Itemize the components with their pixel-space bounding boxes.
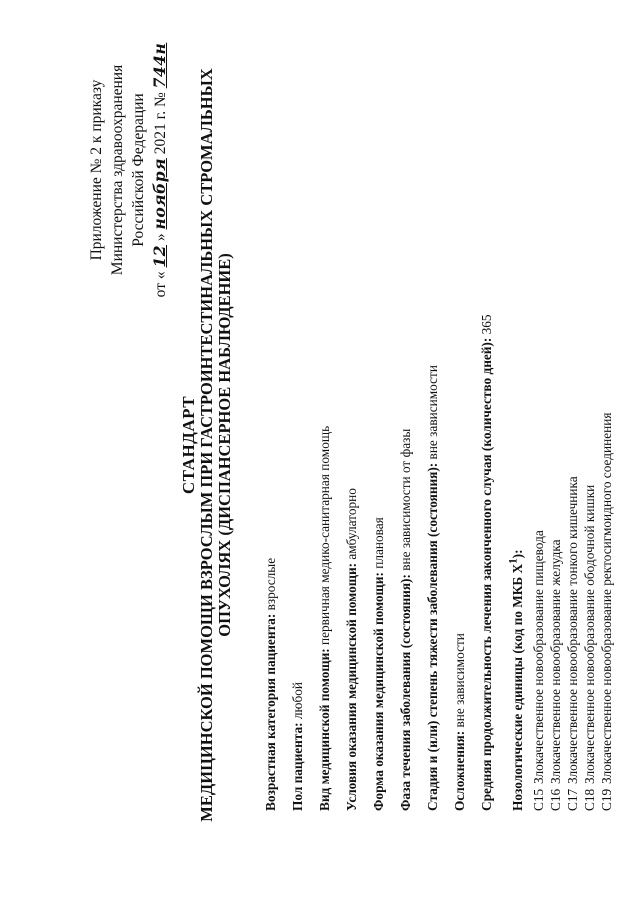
diagnosis-name: Злокачественное новообразование пищевода <box>531 530 546 784</box>
care-form <box>370 31 397 811</box>
standard-parameters <box>262 31 615 811</box>
nosology-label <box>510 549 525 811</box>
field-value: любой <box>290 681 305 723</box>
icd-code: C15 <box>531 788 546 811</box>
nosology-item <box>581 31 598 811</box>
field-value: первичная медико-санитарная помощь <box>317 425 332 649</box>
order-date-line <box>149 35 171 305</box>
nosology-item <box>564 31 581 811</box>
diagnosis-name: Злокачественное новообразование тонкого кишечника <box>565 476 580 784</box>
patient-sex <box>289 31 316 811</box>
field-label: Средняя продолжительность лечения законченного случая (количество дней): <box>479 337 494 811</box>
diagnosis-name: Злокачественное новообразование ректосигмоидного соединения <box>599 412 614 784</box>
disease-phase <box>397 31 424 811</box>
disease-stage <box>424 31 451 811</box>
federation-line: Российской Федерации <box>130 93 147 247</box>
field-value: вне зависимости от фазы <box>398 428 413 575</box>
title-main-line: МЕДИЦИНСКОЙ ПОМОЩИ ВЗРОСЛЫМ ПРИ ГАСТРОИНТЕСТИНАЛЬНЫХ СТРОМАЛЬНЫХ <box>197 68 216 822</box>
nosology-heading <box>505 31 530 811</box>
field-value: плановая <box>371 517 386 573</box>
treatment-duration <box>478 31 505 811</box>
care-type <box>316 31 343 811</box>
patient-age-category <box>262 31 289 811</box>
diagnosis-name: Злокачественное новообразование желудка <box>548 539 563 784</box>
appendix-line: Приложение № 2 к приказу <box>88 79 105 261</box>
order-appendix-header <box>86 35 171 305</box>
field-label: Вид медицинской помощи: <box>317 648 332 811</box>
date-quote: » <box>152 233 169 242</box>
nosology-item <box>547 31 564 811</box>
handwritten-day: 12 <box>150 244 169 268</box>
complications <box>451 31 478 811</box>
icd-code: C18 <box>582 788 597 811</box>
document-title <box>180 45 234 845</box>
diagnosis-name: Злокачественное новообразование ободочной кишки <box>582 484 597 784</box>
footnote-marker: 1 <box>508 558 520 564</box>
icd-code: C16 <box>548 788 563 811</box>
nosology-label-text: Нозологические единицы (код по МКБ X <box>510 563 526 811</box>
field-value: амбулаторно <box>344 488 359 563</box>
order-year: 2021 г. № <box>152 92 169 155</box>
field-value: вне зависимости <box>425 365 440 463</box>
field-value: взрослые <box>263 557 278 614</box>
nosology-item <box>530 31 547 811</box>
field-label: Условия оказания медицинской помощи: <box>344 562 359 811</box>
title-standard: СТАНДАРТ <box>179 395 198 495</box>
field-label: Осложнения: <box>452 730 467 811</box>
field-value: вне зависимости <box>452 633 467 731</box>
title-sub-line: ОПУХОЛЯХ (ДИСПАНСЕРНОЕ НАБЛЮДЕНИЕ) <box>215 253 234 637</box>
icd-code: C19 <box>599 788 614 811</box>
handwritten-month: ноября <box>150 158 169 230</box>
field-label: Фаза течения заболевания (состояния): <box>398 574 413 811</box>
ministry-line: Министерства здравоохранения <box>109 64 126 276</box>
field-label: Возрастная категория пациента: <box>263 613 278 811</box>
nosology-item <box>598 31 615 811</box>
field-label: Стадия и (или) степень тяжести заболевания (состояния): <box>425 462 440 811</box>
nosology-label-end: ): <box>510 549 526 559</box>
care-conditions <box>343 31 370 811</box>
handwritten-order-number: 744н <box>150 42 169 89</box>
field-label: Пол пациента: <box>290 722 305 811</box>
date-prefix: от « <box>152 271 169 298</box>
field-label: Форма оказания медицинской помощи: <box>371 572 386 811</box>
field-value: 365 <box>479 314 494 338</box>
icd-code: C17 <box>565 788 580 811</box>
